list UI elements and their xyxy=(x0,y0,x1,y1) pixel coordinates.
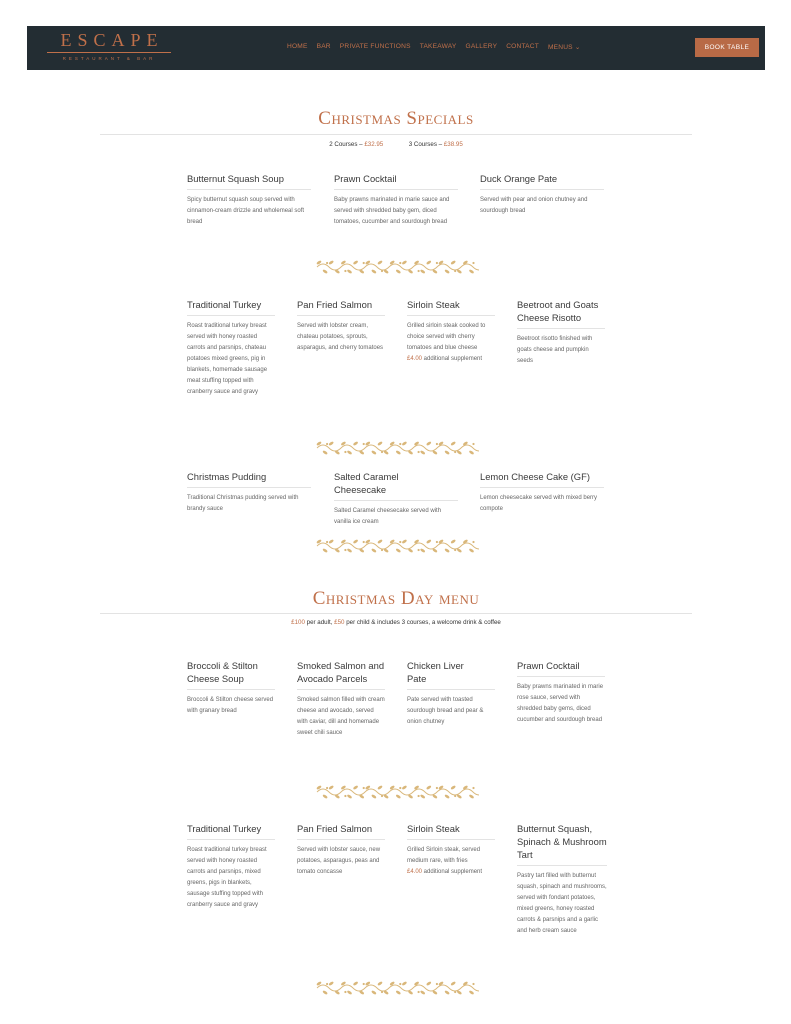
logo-divider xyxy=(47,52,171,53)
holly-garland-ornament-icon xyxy=(313,535,479,557)
dish-description: Served with pear and onion chutney and sourdough bread xyxy=(480,197,588,214)
dish-name: Chicken Liver Pate xyxy=(407,660,464,684)
holly-garland-ornament-icon xyxy=(313,977,479,999)
dish-description: Pastry tart filled with butternut squash, spinach and mushrooms, served with fondant potatoes, mixed greens, honey roasted carrots & parsnips and a garlic and herb cream sauce xyxy=(517,873,607,934)
supplement-note xyxy=(407,354,495,365)
child-price-text: per child & includes 3 courses, a welcome drink & coffee xyxy=(344,619,501,626)
holly-garland-ornament-icon xyxy=(313,437,479,459)
dish-name: Sirloin Steak xyxy=(407,299,460,310)
three-courses-label: 3 Courses – xyxy=(408,141,443,148)
two-courses-label: 2 Courses – xyxy=(329,141,363,148)
menu-item xyxy=(187,822,275,911)
nav-home[interactable]: HOME xyxy=(287,43,308,50)
dish-name: Traditional Turkey xyxy=(187,299,262,310)
menu-item xyxy=(480,172,604,217)
supplement-price: £4.00 xyxy=(407,869,423,875)
holly-garland-ornament-icon xyxy=(313,781,479,803)
dish-name: Christmas Pudding xyxy=(187,471,267,482)
dish-description: Baby prawns marinated in marie sauce and served with shredded baby gem, diced tomatoes, cucumber and sourdough bread xyxy=(334,197,450,225)
dish-description: Lemon cheesecake served with mixed berry compote xyxy=(480,495,598,512)
dish-description: Smoked salmon filled with cream cheese and avocado, served with caviar, dill and homemade sweet chili sauce xyxy=(297,697,385,736)
dish-name: Lemon Cheese Cake (GF) xyxy=(480,471,590,482)
nav-gallery[interactable]: GALLERY xyxy=(465,43,498,50)
supplement-text: additional supplement xyxy=(422,356,483,362)
menu-item xyxy=(517,298,605,367)
dish-name: Salted Caramel Cheesecake xyxy=(334,471,399,495)
holly-garland-ornament-icon xyxy=(313,256,479,278)
two-courses-price: £32.95 xyxy=(364,141,384,148)
dish-description: Roast traditional turkey breast served with honey roasted carrots and parsnips, mixed greens, pigs in blankets, sausage stuffing topped with cranberry sauce and gravy xyxy=(187,847,267,908)
main-nav xyxy=(287,43,590,51)
dish-name: Butternut Squash, Spinach & Mushroom Tart xyxy=(517,823,607,860)
dish-name: Sirloin Steak xyxy=(407,823,460,834)
menu-item xyxy=(297,298,385,354)
menu-item xyxy=(334,470,458,528)
dish-name: Prawn Cocktail xyxy=(334,173,397,184)
logo[interactable] xyxy=(47,30,171,61)
section-divider xyxy=(100,134,692,135)
three-courses-price: £38.95 xyxy=(443,141,463,148)
dish-description: Beetroot risotto finished with goats cheese and pumpkin seeds xyxy=(517,336,593,364)
dish-name: Pan Fried Salmon xyxy=(297,299,373,310)
menu-item xyxy=(187,470,311,515)
dish-description: Spicy butternut squash soup served with cinnamon-cream drizzle and wholemeal soft bread xyxy=(187,197,305,225)
section-title-christmas-day: Christmas Day menu xyxy=(312,588,480,609)
child-price: £50 xyxy=(334,619,345,626)
logo-name: ESCAPE xyxy=(60,30,164,50)
nav-contact[interactable]: CONTACT xyxy=(506,43,539,50)
supplement-text: additional supplement xyxy=(422,869,483,875)
dish-description: Traditional Christmas pudding served with brandy sauce xyxy=(187,495,299,512)
section-divider xyxy=(100,613,692,614)
menu-item xyxy=(297,822,385,878)
nav-private-functions[interactable]: PRIVATE FUNCTIONS xyxy=(339,43,411,50)
menu-item xyxy=(407,822,495,878)
section-title-specials: Christmas Specials xyxy=(318,108,474,129)
menu-item xyxy=(334,172,458,228)
dish-description: Grilled Sirloin steak, served medium rare, with fries xyxy=(407,847,481,864)
dish-description: Grilled sirloin steak cooked to choice served with cherry tomatoes and blue cheese xyxy=(407,323,486,351)
menu-item xyxy=(480,470,604,515)
nav-bar[interactable]: BAR xyxy=(316,43,331,50)
menu-item xyxy=(297,659,385,739)
adult-price-text: per adult, xyxy=(304,619,335,626)
menu-item xyxy=(187,659,275,717)
dish-name: Broccoli & Stilton Cheese Soup xyxy=(187,660,258,684)
logo-tagline: RESTAURANT & BAR xyxy=(62,56,156,61)
book-table-button[interactable]: BOOK TABLE xyxy=(695,38,759,57)
dish-description: Served with lobster cream, chateau potatoes, sprouts, asparagus, and cherry tomatoes xyxy=(297,323,384,351)
dish-description: Baby prawns marinated in marie rose sauce, served with shredded baby gems, diced cucumber and sourdough bread xyxy=(517,684,604,723)
menu-item xyxy=(407,298,495,365)
dish-name: Prawn Cocktail xyxy=(517,660,580,671)
supplement-note xyxy=(407,867,495,878)
dish-name: Pan Fried Salmon xyxy=(297,823,373,834)
adult-price: £100 xyxy=(291,619,305,626)
dish-name: Smoked Salmon and Avocado Parcels xyxy=(297,660,385,684)
dish-name: Duck Orange Pate xyxy=(480,173,558,184)
dish-name: Butternut Squash Soup xyxy=(187,173,284,184)
dish-description: Broccoli & Stilton cheese served with granary bread xyxy=(187,697,274,714)
supplement-price: £4.00 xyxy=(407,356,423,362)
dish-description: Served with lobster sauce, new potatoes, asparagus, peas and tomato concasse xyxy=(297,847,381,875)
menu-item xyxy=(187,298,275,398)
menu-item xyxy=(187,172,311,228)
dish-name: Traditional Turkey xyxy=(187,823,262,834)
site-header xyxy=(27,26,765,70)
menu-item xyxy=(517,822,607,937)
nav-menus-dropdown[interactable]: MENUS ⌄ xyxy=(547,44,581,51)
dish-description: Salted Caramel cheesecake served with vanilla ice cream xyxy=(334,508,442,525)
dish-name: Beetroot and Goats Cheese Risotto xyxy=(517,299,599,323)
dish-description: Roast traditional turkey breast served with honey roasted carrots and parsnips, chateau potatoes mixed greens, pig in blankets, homemade sausage meat stuffing topped with cranberry sauce and gravy xyxy=(187,323,268,395)
christmas-day-prices xyxy=(100,619,692,626)
menu-item xyxy=(407,659,495,728)
dish-description: Pate served with toasted sourdough bread and pear & onion chutney xyxy=(407,697,484,725)
nav-takeaway[interactable]: TAKEAWAY xyxy=(419,43,457,50)
specials-prices xyxy=(100,141,692,148)
menu-item xyxy=(517,659,605,726)
